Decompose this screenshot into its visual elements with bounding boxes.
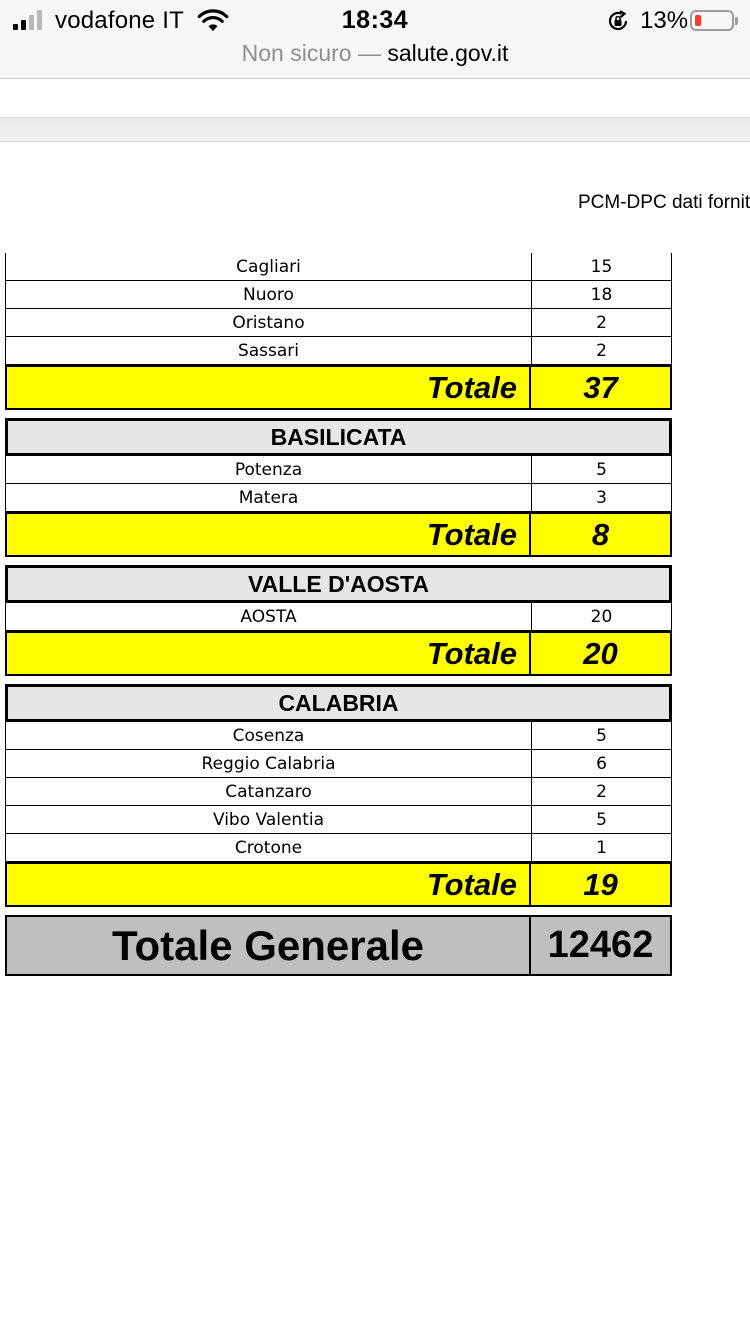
province-value: 2 (531, 337, 672, 365)
table-row (5, 253, 672, 281)
total-label: Totale (7, 367, 531, 408)
province-name: AOSTA (5, 603, 531, 631)
url-domain: salute.gov.it (387, 40, 509, 66)
grand-total-label: Totale Generale (7, 917, 531, 974)
province-value: 6 (531, 750, 672, 778)
total-row (5, 862, 672, 907)
table-row (5, 750, 672, 778)
province-value: 5 (531, 722, 672, 750)
province-name: Catanzaro (5, 778, 531, 806)
region-header: CALABRIA (5, 684, 672, 722)
total-label: Totale (7, 514, 531, 555)
province-value: 5 (531, 806, 672, 834)
table-row (5, 722, 672, 750)
province-value: 20 (531, 603, 672, 631)
status-bar (0, 0, 750, 42)
province-value: 2 (531, 778, 672, 806)
table-row (5, 834, 672, 862)
region-header: VALLE D'AOSTA (5, 565, 672, 603)
orientation-lock-icon (606, 9, 630, 33)
province-name: Vibo Valentia (5, 806, 531, 834)
province-name: Reggio Calabria (5, 750, 531, 778)
province-value: 1 (531, 834, 672, 862)
total-value: 8 (591, 516, 610, 552)
province-value: 18 (531, 281, 672, 309)
total-label: Totale (7, 864, 531, 905)
province-name: Cosenza (5, 722, 531, 750)
province-name: Nuoro (5, 281, 531, 309)
clock: 18:34 (341, 6, 409, 34)
province-value: 2 (531, 309, 672, 337)
table-row (5, 778, 672, 806)
battery-icon (690, 10, 734, 31)
insecure-label: Non sicuro — (241, 40, 381, 66)
province-value: 3 (531, 484, 672, 512)
address-bar[interactable] (0, 40, 750, 67)
source-note: PCM-DPC dati fornit (578, 192, 750, 213)
province-name: Matera (5, 484, 531, 512)
total-row (5, 365, 672, 410)
table-row (5, 603, 672, 631)
total-value: 20 (583, 635, 618, 671)
province-name: Sassari (5, 337, 531, 365)
total-row (5, 631, 672, 676)
total-value: 37 (583, 369, 618, 405)
grand-total-value: 12462 (547, 924, 654, 966)
table-row (5, 806, 672, 834)
province-name: Oristano (5, 309, 531, 337)
total-value: 19 (583, 866, 618, 902)
table-row (5, 484, 672, 512)
browser-top-bar (0, 0, 750, 79)
cases-table (5, 253, 672, 976)
grand-total-row (5, 915, 672, 976)
province-value: 5 (531, 456, 672, 484)
region-header: BASILICATA (5, 418, 672, 456)
battery-percent: 13% (640, 7, 689, 34)
province-name: Potenza (5, 456, 531, 484)
province-value: 15 (531, 253, 672, 281)
table-row (5, 309, 672, 337)
table-row (5, 456, 672, 484)
table-row (5, 281, 672, 309)
page-header-band (0, 117, 750, 142)
total-label: Totale (7, 633, 531, 674)
total-row (5, 512, 672, 557)
province-name: Cagliari (5, 253, 531, 281)
table-row (5, 337, 672, 365)
province-name: Crotone (5, 834, 531, 862)
carrier-name: vodafone IT (55, 7, 184, 34)
